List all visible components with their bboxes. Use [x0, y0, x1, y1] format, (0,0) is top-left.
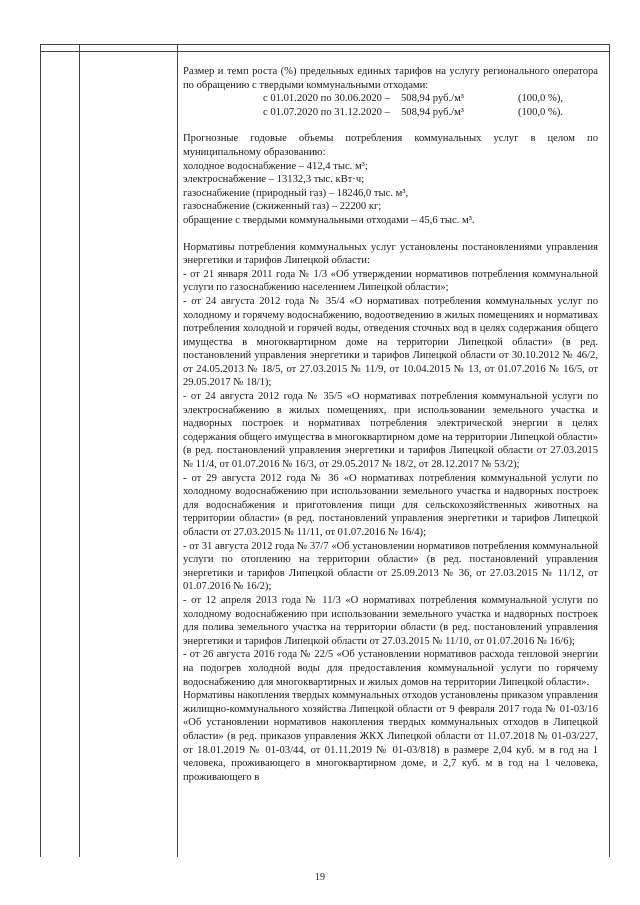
- tariff-percent: (100,0 %),: [517, 93, 563, 105]
- tariff-period: с 01.01.2020 по 30.06.2020 –: [263, 93, 390, 105]
- norm-item: - от 12 апреля 2013 года № 11/3 «О нормативах потребления коммунальной услуги по холодному водоснабжению при использовании земельного участка и надворных построек для полива земельного участка на территории области (в ред. постановлений управления энергетики и тарифов Липецкой области от 27.03.2015 № 11/10, от 01.07.2016 № 16/6);: [183, 594, 598, 647]
- tariff-percent: (100,0 %).: [517, 106, 563, 118]
- document-table: [40, 44, 610, 857]
- volume-item: обращение с твердыми коммунальными отходами – 45,6 тыс. м³.: [183, 214, 475, 226]
- norm-item: - от 24 августа 2012 года № 35/5 «О нормативах потребления коммунальной услуги по электроснабжению в жилых помещениях, при использовании земельного участка и надворных построек и нормативах потребления электрической энергии в целях содержания общего имущества в многоквартирном доме на территории Липецкой области» (в ред. постановлений управления энергетики и тарифов Липецкой области от 27.03.2015 № 11/4, от 01.07.2016 № 16/3, от 29.05.2017 № 18/2, от 28.12.2017 № 53/2);: [183, 391, 598, 471]
- norm-item: - от 26 августа 2016 года № 22/5 «Об установлении нормативов расхода тепловой энергии на подогрев холодной воды для предоставления коммунальной услуги по горячему водоснабжению для многоквартирных и жилых домов на территории Липецкой области».: [183, 649, 598, 688]
- table-column-divider: [79, 45, 80, 857]
- tariff-intro: Размер и темп роста (%) предельных единых тарифов на услугу регионального оператора по обращению с твердыми коммунальными отходами:: [183, 66, 598, 91]
- norm-item: - от 21 января 2011 года № 1/3 «Об утверждении нормативов потребления коммунальной услуги по газоснабжению населением Липецкой области»;: [183, 268, 598, 294]
- table-cell-content: [183, 65, 598, 784]
- norms-intro: Нормативы потребления коммунальных услуг установлены постановлениями управления энергетики и тарифов Липецкой области:: [183, 241, 598, 267]
- volume-item: холодное водоснабжение – 412,4 тыс. м³;: [183, 160, 368, 172]
- table-column-divider: [177, 45, 178, 857]
- volume-item: газоснабжение (природный газ) – 18246,0 тыс. м³,: [183, 187, 409, 199]
- page-number: 19: [315, 872, 325, 883]
- tariff-value: 508,94 руб./м³: [401, 106, 464, 118]
- tariff-row: [183, 106, 598, 120]
- waste-norms-paragraph: Нормативы накопления твердых коммунальных отходов установлены приказом управления жилищно-коммунального хозяйства Липецкой области от 9 февраля 2017 года № 01-03/16 «Об установлении нормативов накопления твердых коммунальных отходов в Липецкой области» (в ред. приказов управления ЖКХ Липецкой области от 11.07.2018 № 01-03/227, от 18.01.2019 № 01-03/44, от 01.11.2019 № 01-03/818) в размере 2,04 куб. м в год на 1 человека, проживающего в многоквартирном доме, и 2,7 куб. м в год на 1 человека, проживающего в: [183, 690, 598, 783]
- volumes-intro: Прогнозные годовые объемы потребления коммунальных услуг в целом по муниципальному образованию:: [183, 133, 598, 158]
- table-top-rule: [41, 51, 609, 52]
- volume-item: газоснабжение (сжиженный газ) – 22200 кг;: [183, 201, 382, 213]
- norm-item: - от 31 августа 2012 года № 37/7 «Об установлении нормативов потребления коммунальной услуги по отоплению на территории области» (в ред. постановлений управления энергетики и тарифов Липецкой области от 25.09.2013 № 36, от 27.03.2015 № 11/12, от 01.07.2016 № 16/2);: [183, 540, 598, 593]
- norm-item: - от 29 августа 2012 года № 36 «О нормативах потребления коммунальной услуги по холодному водоснабжению при использовании земельного участка и надворных построек для водоснабжения и приготовления пищи для сельскохозяйственных животных на территории области» (в ред. постановлений управления энергетики и тарифов Липецкой области от 27.03.2015 № 11/11, от 01.07.2016 № 16/4);: [183, 472, 598, 538]
- volume-item: электроснабжение – 13132,3 тыс. кВт·ч;: [183, 174, 365, 186]
- tariff-period: с 01.07.2020 по 31.12.2020 –: [263, 106, 390, 118]
- norm-item: - от 24 августа 2012 года № 35/4 «О нормативах потребления коммунальных услуг по холодному и горячему водоснабжению, водоотведению в жилых помещениях и нормативах потребления холодной и горячей воды, отведения сточных вод в целях содержания общего имущества в многоквартирном доме на территории Липецкой области» (в ред. постановлений управления энергетики и тарифов Липецкой области от 30.10.2012 № 46/2, от 24.05.2013 № 18/5, от 27.03.2015 № 11/9, от 10.04.2015 № 13, от 01.07.2016 № 16/5, от 29.05.2017 № 18/1);: [183, 295, 598, 389]
- tariff-value: 508,94 руб./м³: [401, 93, 464, 105]
- tariff-row: [183, 92, 598, 106]
